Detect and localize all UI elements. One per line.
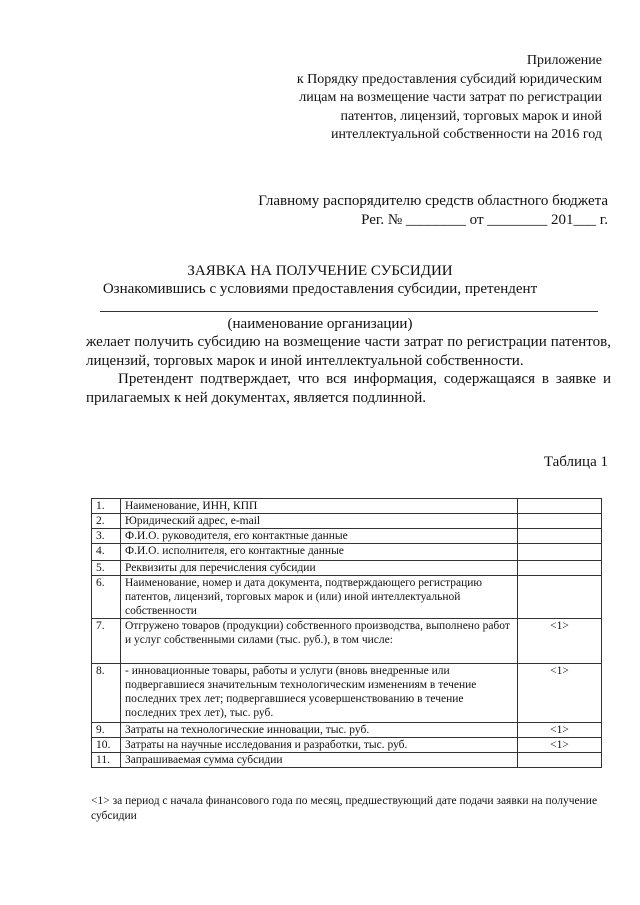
table-row	[92, 499, 602, 514]
application-table	[91, 498, 602, 768]
appendix-line: лицам на возмещение части затрат по регистрации	[299, 90, 602, 105]
organization-name-line	[100, 311, 598, 312]
row-number: 1.	[92, 499, 121, 514]
recipient-line: Главному распорядителю средств областного бюджета	[258, 193, 608, 209]
row-label: Ф.И.О. руководителя, его контактные данные	[121, 529, 518, 544]
row-number: 7.	[92, 619, 121, 664]
paragraph-request: желает получить субсидию на возмещение части затрат по регистрации патентов, лицензий, торговых марок и иной интеллектуальной собственности.	[86, 334, 611, 369]
row-label: - инновационные товары, работы и услуги (вновь внедренные или подвергавшиеся значительным технологическим изменениям в течение последних трех лет; подвергавшиеся усовершенствованию в течение последних трех лет), тыс. руб.	[121, 664, 518, 723]
row-label: Затраты на технологические инновации, тыс. руб.	[121, 723, 518, 738]
appendix-header	[262, 52, 602, 145]
row-value	[518, 544, 602, 561]
table-caption: Таблица 1	[543, 454, 608, 470]
row-number: 10.	[92, 738, 121, 753]
row-label: Ф.И.О. исполнителя, его контактные данные	[121, 544, 518, 561]
appendix-line: патентов, лицензий, торговых марок и иной	[340, 108, 602, 124]
footnote: <1> за период с начала финансового года по месяц, предшествующий дате подачи заявки на получение субсидии	[91, 795, 598, 822]
row-number: 2.	[92, 514, 121, 529]
intro-text: Ознакомившись с условиями предоставления субсидии, претендент	[102, 281, 538, 297]
row-value: <1>	[518, 664, 602, 723]
table-row	[92, 753, 602, 768]
organization-caption: (наименование организации)	[227, 316, 413, 332]
table-row	[92, 576, 602, 619]
row-value	[518, 514, 602, 529]
row-value: <1>	[518, 738, 602, 753]
row-label: Юридический адрес, e-mail	[121, 514, 518, 529]
row-value	[518, 753, 602, 768]
table-row	[92, 544, 602, 561]
row-number: 4.	[92, 544, 121, 561]
row-number: 8.	[92, 664, 121, 723]
row-value	[518, 499, 602, 514]
row-value: <1>	[518, 723, 602, 738]
row-value	[518, 576, 602, 619]
table-row	[92, 514, 602, 529]
row-label: Отгружено товаров (продукции) собственного производства, выполнено работ и услуг собственными силами (тыс. руб.), в том числе:	[121, 619, 518, 664]
row-number: 3.	[92, 529, 121, 544]
row-value	[518, 529, 602, 544]
row-number: 11.	[92, 753, 121, 768]
appendix-line: к Порядку предоставления субсидий юридическим	[296, 71, 602, 87]
table-row	[92, 723, 602, 738]
row-label: Наименование, ИНН, КПП	[121, 499, 518, 514]
registration-line: Рег. № ________ от ________ 201___ г.	[361, 212, 608, 228]
row-number: 5.	[92, 561, 121, 576]
appendix-line: Приложение	[526, 53, 602, 68]
recipient-block	[208, 192, 608, 230]
row-label: Наименование, номер и дата документа, подтверждающего регистрацию патентов, лицензий, торговых марок и (или) иной интеллектуальной собственности	[121, 576, 518, 619]
paragraph-confirmation: Претендент подтверждает, что вся информация, содержащаяся в заявке и прилагаемых к ней документах, является подлинной.	[86, 371, 611, 406]
document-title: ЗАЯВКА НА ПОЛУЧЕНИЕ СУБСИДИИ	[187, 263, 453, 279]
table-row	[92, 529, 602, 544]
row-label: Реквизиты для перечисления субсидии	[121, 561, 518, 576]
table-row	[92, 561, 602, 576]
table-row	[92, 619, 602, 664]
row-label: Затраты на научные исследования и разработки, тыс. руб.	[121, 738, 518, 753]
row-value	[518, 561, 602, 576]
table-row	[92, 664, 602, 723]
row-number: 6.	[92, 576, 121, 619]
row-number: 9.	[92, 723, 121, 738]
table-row	[92, 738, 602, 753]
row-value: <1>	[518, 619, 602, 664]
appendix-line: интеллектуальной собственности на 2016 год	[331, 127, 602, 142]
row-label: Запрашиваемая сумма субсидии	[121, 753, 518, 768]
